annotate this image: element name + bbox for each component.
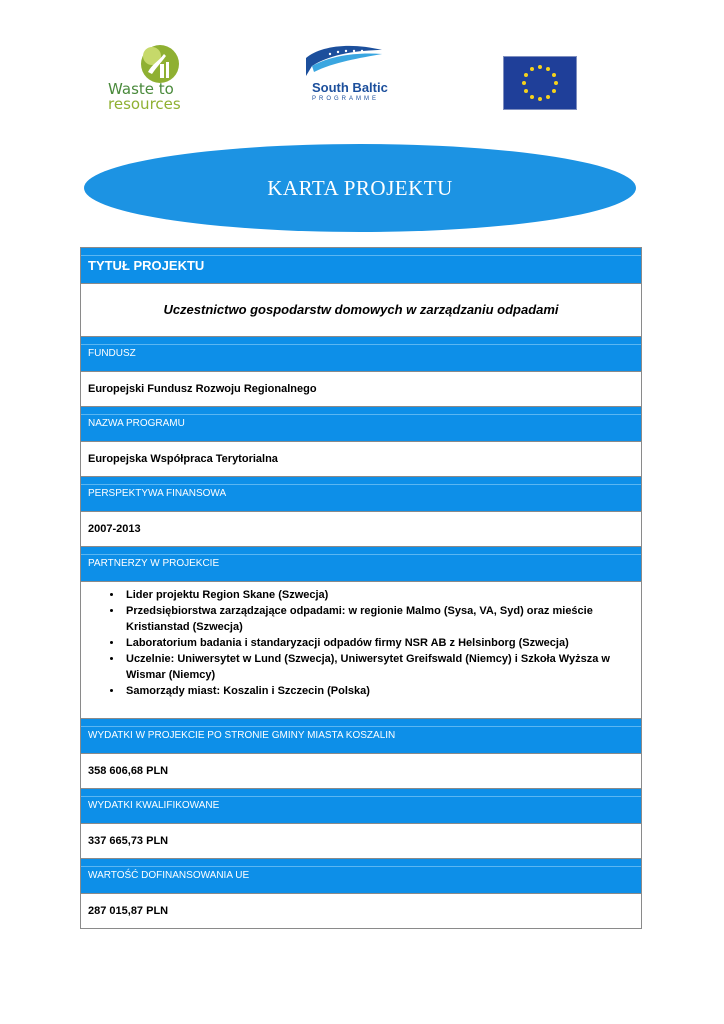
- partners-list-box: [81, 582, 641, 719]
- logo-bar: [0, 40, 724, 120]
- logo-text-line1: South Baltic: [312, 80, 388, 95]
- list-item: • Laboratorium badania i standaryzacji odpadów firmy NSR AB z Helsinborg (Szwecja): [123, 635, 641, 651]
- list-item: • Uczelnie: Uniwersytet w Lund (Szwecja), Uniwersytet Greifswald (Niemcy) i Szkoła Wyższa w Wismar (Niemcy): [123, 651, 641, 683]
- section-header-partners: PARTNERZY W PROJEKCIE: [81, 547, 641, 582]
- logo-text-line1: Waste to: [108, 80, 174, 98]
- partners-list: [81, 582, 641, 702]
- section-header-eu-cofinancing: WARTOŚĆ DOFINANSOWANIA UE: [81, 859, 641, 894]
- waste-to-resources-icon: [100, 42, 190, 84]
- eu-cofinancing-value: 287 015,87 PLN: [81, 894, 641, 929]
- expenses-koszalin-value: 358 606,68 PLN: [81, 754, 641, 789]
- fund-value: Europejski Fundusz Rozwoju Regionalnego: [81, 372, 641, 407]
- waste-to-resources-logo: [100, 42, 190, 117]
- title-banner: [84, 144, 636, 232]
- section-header-fund: FUNDUSZ: [81, 337, 641, 372]
- list-item: • Samorządy miast: Koszalin i Szczecin (Polska): [123, 683, 641, 699]
- perspective-value: 2007-2013: [81, 512, 641, 547]
- section-header-perspective: PERSPEKTYWA FINANSOWA: [81, 477, 641, 512]
- list-item: • Przedsiębiorstwa zarządzające odpadami: w regionie Malmo (Sysa, VA, Syd) oraz mieście Kristianstad (Szwecja): [123, 603, 641, 635]
- section-header-program: NAZWA PROGRAMU: [81, 407, 641, 442]
- section-header-expenses-koszalin: WYDATKI W PROJEKCIE PO STRONIE GMINY MIASTA KOSZALIN: [81, 719, 641, 754]
- section-header-project-title: TYTUŁ PROJEKTU: [81, 248, 641, 284]
- project-card: [80, 247, 642, 929]
- south-baltic-logo: [300, 40, 390, 112]
- eu-flag-icon: [503, 56, 577, 110]
- section-header-eligible-expenses: WYDATKI KWALIFIKOWANE: [81, 789, 641, 824]
- list-item: • Lider projektu Region Skane (Szwecja): [123, 587, 641, 603]
- logo-text-line2: resources: [108, 95, 181, 113]
- logo-text-line2: PROGRAMME: [312, 96, 380, 102]
- project-title-value: Uczestnictwo gospodarstw domowych w zarządzaniu odpadami: [81, 284, 641, 337]
- eligible-expenses-value: 337 665,73 PLN: [81, 824, 641, 859]
- south-baltic-icon: [300, 40, 390, 80]
- program-value: Europejska Współpraca Terytorialna: [81, 442, 641, 477]
- page-title: KARTA PROJEKTU: [267, 175, 453, 200]
